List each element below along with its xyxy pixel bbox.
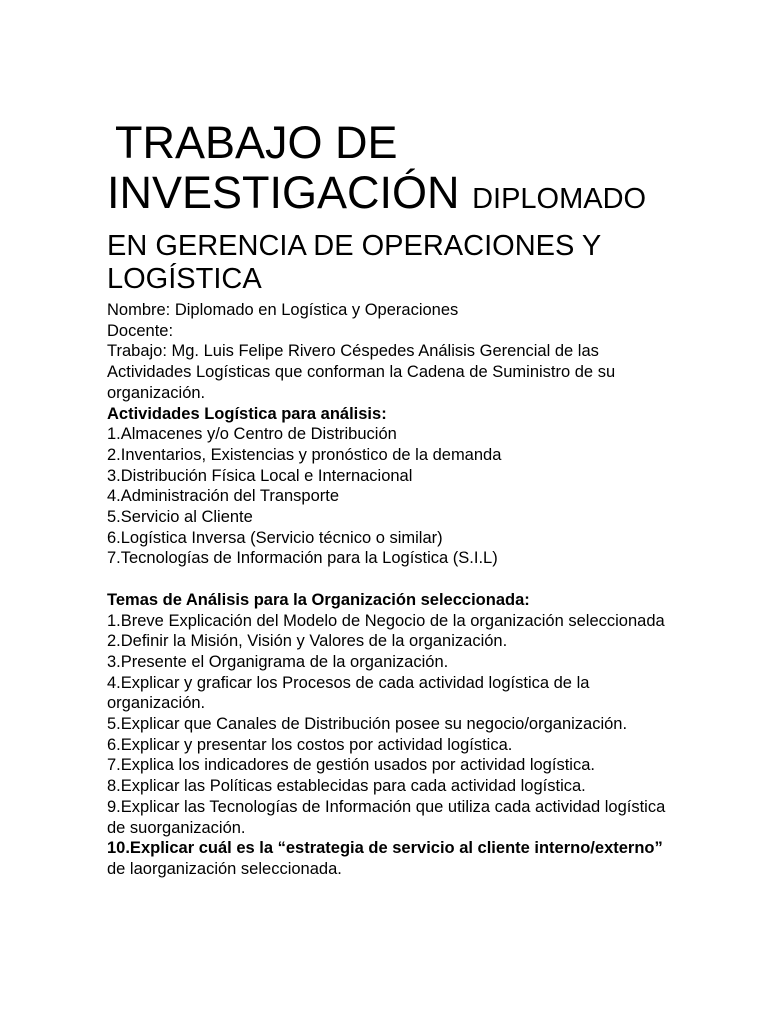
tema-item: 7.Explica los indicadores de gestión usados por actividad logística.	[107, 756, 595, 775]
trabajo-paragraph: Trabajo: Mg. Luis Felipe Rivero Céspedes Análisis Gerencial de las Actividades Logísticas que conforman la Cadena de Suministro de su organización.	[107, 342, 616, 402]
actividad-item: 7.Tecnologías de Información para la Logística (S.I.L)	[107, 549, 498, 568]
title-line-1: TRABAJO DE	[115, 117, 398, 168]
tema-10-bold: 10.Explicar cuál es la “estrategia de servicio al cliente interno/externo”	[107, 839, 663, 858]
title-diplomado: DIPLOMADO	[472, 183, 647, 215]
actividad-item: 2.Inventarios, Existencias y pronóstico de la demanda	[107, 445, 502, 464]
tema-item: 3.Presente el Organigrama de la organización.	[107, 652, 449, 671]
document-content	[107, 118, 667, 880]
actividad-item: 5.Servicio al Cliente	[107, 508, 253, 527]
spacer	[107, 569, 667, 590]
title-investigacion: INVESTIGACIÓN	[107, 167, 460, 218]
tema-item: 4.Explicar y graficar los Procesos de cada actividad logística de la organización.	[107, 673, 590, 713]
tema-item: 8.Explicar las Políticas establecidas para cada actividad logística.	[107, 777, 586, 796]
temas-heading: Temas de Análisis para la Organización seleccionada:	[107, 590, 530, 609]
document-subtitle: EN GERENCIA DE OPERACIONES Y LOGÍSTICA	[107, 230, 601, 295]
actividad-item: 4.Administración del Transporte	[107, 487, 340, 506]
tema-item: 5.Explicar que Canales de Distribución posee su negocio/organización.	[107, 715, 628, 734]
actividades-list	[107, 424, 667, 569]
tema-item: 9.Explicar las Tecnologías de Información que utiliza cada actividad logística de suorganización.	[107, 797, 666, 837]
tema-item: 6.Explicar y presentar los costos por actividad logística.	[107, 735, 513, 754]
tema-item: 1.Breve Explicación del Modelo de Negocio de la organización seleccionada	[107, 611, 665, 630]
tema-item: 2.Definir la Misión, Visión y Valores de la organización.	[107, 632, 508, 651]
actividad-item: 6.Logística Inversa (Servicio técnico o similar)	[107, 528, 443, 547]
actividad-item: 3.Distribución Física Local e Internacional	[107, 466, 413, 485]
actividades-heading: Actividades Logística para análisis:	[107, 404, 387, 423]
temas-list	[107, 611, 667, 839]
actividad-item: 1.Almacenes y/o Centro de Distribución	[107, 425, 397, 444]
docente-line: Docente:	[107, 321, 174, 340]
nombre-line: Nombre: Diplomado en Logística y Operaciones	[107, 301, 459, 319]
title-line-2	[107, 168, 667, 224]
tema-10-rest: de laorganización seleccionada.	[107, 859, 342, 878]
